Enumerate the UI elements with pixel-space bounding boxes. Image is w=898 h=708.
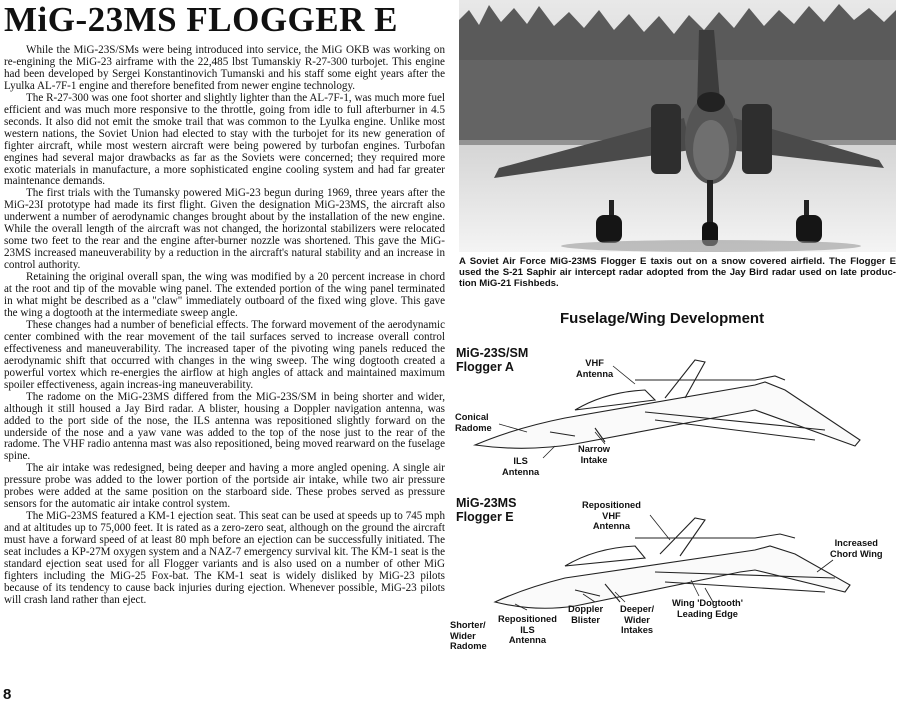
paragraph: The first trials with the Tumansky powered MiG-23 begun during 1969, three years after the MiG-23I prototype had made its first flight. Given the designation MiG-23MS, the aircraft also underwent a number of aerodynamic changes brought about by the installation of the new engine. While the overall length of the aircraft was not changed, the horizontal stabilizers were relocated some two feet to the rear and the engine after-burner nozzle was shortened. This gave the MiG-23MS increased maneuverability by a reduction in the aircraft's natural stability and an increase in control authority. xyxy=(4,187,445,272)
label-wing-dogtooth: Wing 'Dogtooth' Leading Edge xyxy=(672,598,743,619)
label-repositioned-ils-antenna: Repositioned ILS Antenna xyxy=(498,614,557,645)
label-narrow-intake: Narrow Intake xyxy=(578,444,611,465)
paragraph: Retaining the original overall span, the wing was modified by a 20 percent increase in chord at the root and tip of the movable wing panel. The extended portion of the wing panel terminated in what might be described as a "claw" immediately outboard of the fixed wing glove. This gave the wing a dogtooth at the intermediate sweep angle. xyxy=(4,271,445,319)
variant-label-flogger-a: MiG-23S/SM Flogger A xyxy=(456,346,529,374)
label-shorter-wider-radome: Shorter/ Wider Radome xyxy=(450,620,487,651)
label-increased-chord-wing: Increased Chord Wing xyxy=(830,538,883,559)
paragraph: The radome on the MiG-23MS differed from the MiG-23S/SM in being shorter and wider, although it still housed a Jay Bird radar. A blister, housing a Doppler navigation antenna, was added to the port side of the nose, the ILS antenna was repositioned slightly forward on the underside of the nose and a yaw vane was added to the top of the nose just to the rear of the radome. The VHF radio antenna mast was also repositioned, being moved rearward on the fuselage spine. xyxy=(4,390,445,463)
label-conical-radome: Conical Radome xyxy=(455,412,492,433)
variant-label-flogger-e: MiG-23MS Flogger E xyxy=(456,496,517,524)
paragraph: While the MiG-23S/SMs were being introduced into service, the MiG OKB was working on re-engining the MiG-23 airframe with the 22,485 lbst Tumanskiy R-27-300 turbojet. This engine had been developed by Sergei Konstantinovich Tumanski and his staff some eight years after the Lyulka AL-7F-1 engine and therefore benefited from newer engine technology. xyxy=(4,44,445,92)
paragraph: These changes had a number of beneficial effects. The forward movement of the aerodynamic center combined with the rear movement of the tail surfaces served to increase overall control effectiveness and maneuverability. The increased taper of the pivoting wing panels reduced the aerodynamic shift that occurred with changes in the wing sweep. The wing dogtooth created a powerful vortex which re-energies the airflow at high angles of attack and maintained maximum spoiler effectiveness, again increas-ing maneuverability. xyxy=(4,318,445,391)
body-text xyxy=(4,45,445,607)
diagram-title: Fuselage/Wing Development xyxy=(560,310,765,327)
aircraft-photo-graphic xyxy=(459,0,896,252)
page-title: MiG-23MS FLOGGER E xyxy=(4,0,398,39)
photo-caption: A Soviet Air Force MiG-23MS Flogger E taxis out on a snow covered airfield. The Flogger E used the S-21 Saphir air intercept radar adopted from the Jay Bird radar used on late produc-tion MiG-21 Fishbeds. xyxy=(459,256,896,289)
label-vhf-antenna: VHF Antenna xyxy=(576,358,614,379)
label-deeper-wider-intakes: Deeper/ Wider Intakes xyxy=(620,604,655,635)
label-ils-antenna: ILS Antenna xyxy=(502,456,540,477)
paragraph: The MiG-23MS featured a KM-1 ejection seat. This seat can be used at speeds up to 745 mph and at altitudes up to 75,000 feet. It is rated as a zero-zero seat, although on the ground the aircraft must have a forward speed of at least 80 mph before an ejection can be successfully initiated. The seat includes a KP-27M oxygen system and a NAZ-7 emergency survival kit. The KM-1 seat is the standard ejection seat used for all Flogger variants and is also used on a number of other MiG fighters including the MiG-25 Fox-bat. The KM-1 seat is widely disliked by MiG-23 pilots because of its tendency to cause back injuries during ejection. Whenever possible, MiG-23 pilots will crash land rather than eject. xyxy=(4,510,445,606)
paragraph: The R-27-300 was one foot shorter and slightly lighter than the AL-7F-1, was much more fuel efficient and was much more responsive to the throttle, going from idle to full afterburner in 4.5 seconds. It also did not emit the smoke trail that was common to the Lyulka engine. Unlike most western nations, the Soviet Union had elected to stay with the turbojet for its new generation of fighter aircraft, while most western aircraft were being powered by turbofan engines. Turbofan engines had several major drawbacks as far as the Soviets were concerned; they required more exotic materials in manufacture, a more sophisticated engine cooling system and had far greater maintenance demands. xyxy=(4,91,445,188)
aircraft-photo xyxy=(459,0,896,252)
fuselage-wing-diagram xyxy=(455,340,895,700)
label-doppler-blister: Doppler Blister xyxy=(568,604,604,625)
paragraph: The air intake was redesigned, being deeper and having a more angled opening. A single air pressure probe was added to the lower portion of the portside air intake, while two air pressure probes were added at the same position on the starboard side. These probes served as pressure sensors for the automatic air intake control system. xyxy=(4,462,445,511)
page-number: 8 xyxy=(3,686,12,703)
label-repositioned-vhf-antenna: Repositioned VHF Antenna xyxy=(582,500,641,531)
